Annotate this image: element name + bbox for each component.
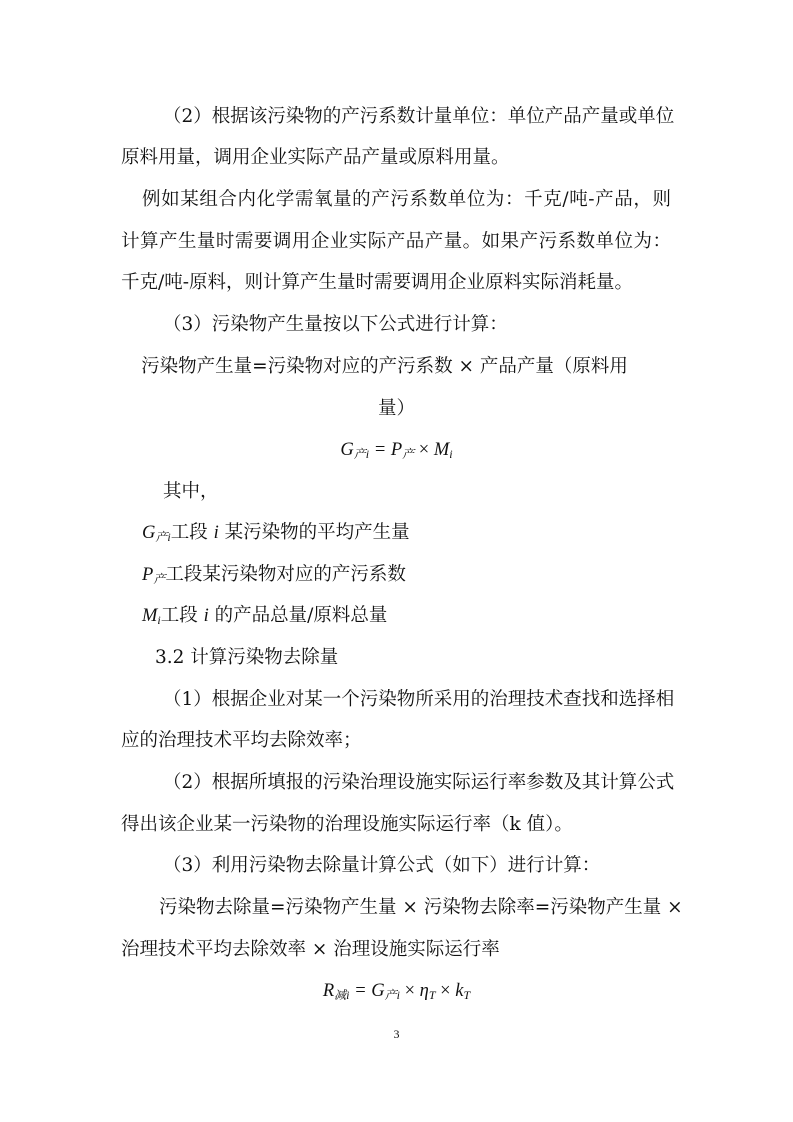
formula-text: 量） bbox=[377, 398, 415, 419]
formula-text: 污染物产生量=污染物对应的产污系数 × 产品产量（原料用 bbox=[141, 356, 628, 377]
para-line: 原料用量，调用企业实际产品产量或原料用量。 bbox=[121, 147, 510, 168]
para-line: 计算产生量时需要调用企业实际产品产量。如果产污系数单位为： bbox=[121, 231, 671, 252]
para-line: 得出该企业某一污染物的治理设施实际运行率（k 值）。 bbox=[121, 814, 573, 835]
section-heading: 3.2 计算污染物去除量 bbox=[155, 647, 339, 668]
formula-production: $G_{产i} = P_产 \times M_i$ bbox=[340, 440, 453, 461]
definition-G: $G_{产i}$工段 i 某污染物的平均产生量 bbox=[142, 522, 410, 544]
formula-removal: $R_{减i} = G_{产i} \times \eta_T \times k_T$ bbox=[322, 981, 471, 1002]
para-line: 千克/吨-原料，则计算产生量时需要调用企业原料实际消耗量。 bbox=[121, 272, 633, 293]
para-line: 污染物去除量=污染物产生量 × 污染物去除率=污染物产生量 × bbox=[159, 897, 683, 918]
para-line: （2）根据所填报的污染治理设施实际运行率参数及其计算公式 bbox=[163, 772, 675, 793]
para-line: 其中， bbox=[163, 481, 219, 502]
para-line: （1）根据企业对某一个污染物所采用的治理技术查找和选择相 bbox=[163, 689, 675, 710]
definition-M: $M_i$工段 i 的产品总量/原料总量 bbox=[142, 605, 388, 627]
para-line: 治理技术平均去除效率 × 治理设施实际运行率 bbox=[121, 939, 500, 960]
definition-P: $P_产$工段某污染物对应的产污系数 bbox=[142, 564, 406, 586]
para-line: （3）利用污染物去除量计算公式（如下）进行计算： bbox=[163, 855, 601, 876]
para-line: 应的治理技术平均去除效率； bbox=[121, 730, 362, 751]
para-line: （2）根据该污染物的产污系数计量单位：单位产品产量或单位 bbox=[163, 106, 675, 127]
page-number: 3 bbox=[393, 1027, 400, 1041]
para-line: （3）污染物产生量按以下公式进行计算： bbox=[163, 314, 508, 335]
para-line: 例如某组合内化学需氧量的产污系数单位为：千克/吨-产品，则 bbox=[142, 189, 671, 210]
